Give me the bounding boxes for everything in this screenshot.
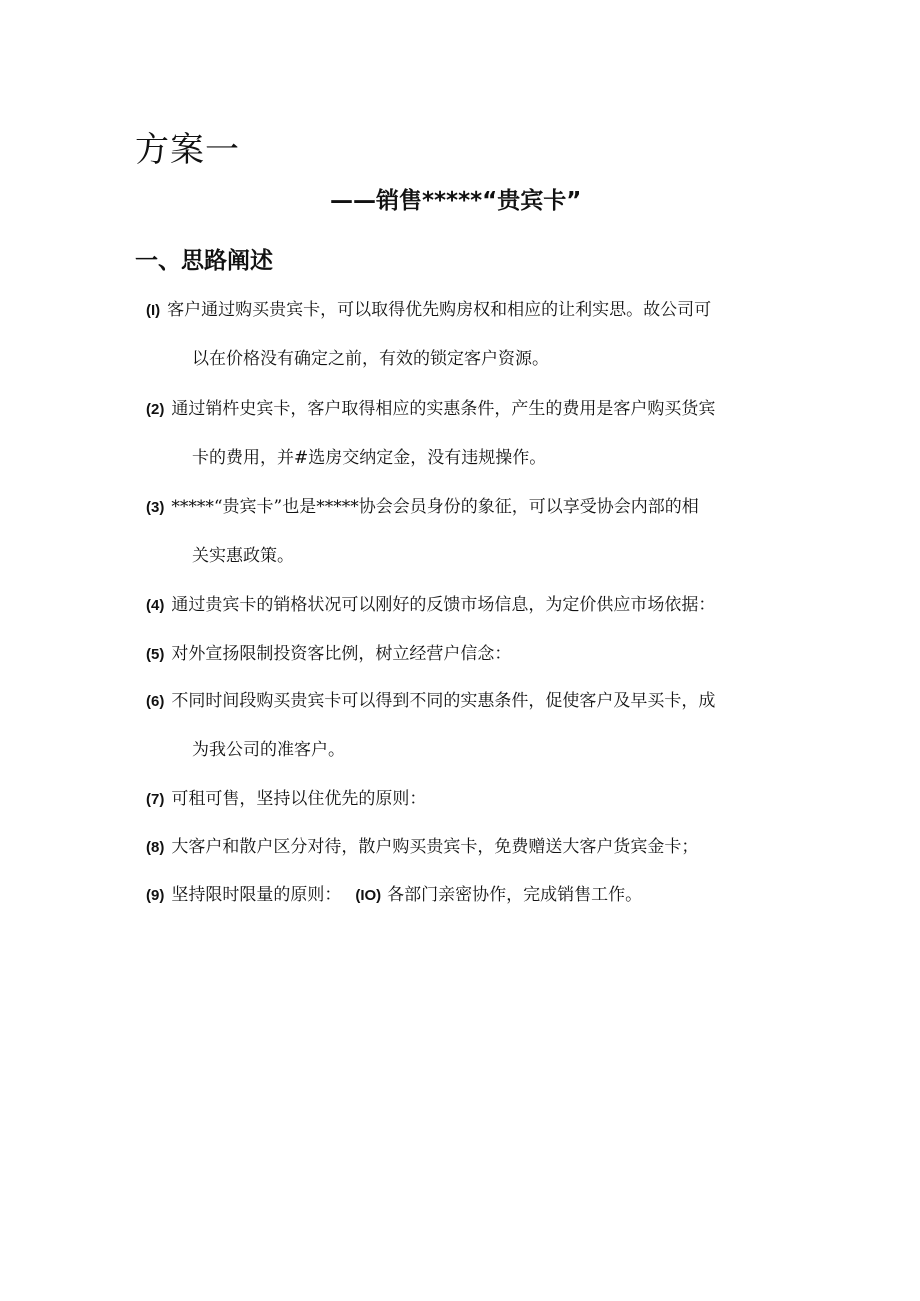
list-item bbox=[146, 286, 786, 384]
list-item bbox=[146, 775, 786, 824]
item-text: 各部门亲密协作，完成销售工作。 bbox=[387, 885, 643, 905]
list-item bbox=[146, 823, 786, 872]
item-number: (I) bbox=[146, 302, 161, 319]
list-item bbox=[146, 871, 786, 920]
item-text: 坚持限时限量的原则： bbox=[171, 885, 342, 905]
item-text: 不同时间段购买贵宾卡可以得到不同的实惠条件，促使客户及早买卡，成 bbox=[171, 691, 716, 711]
item-text-continued: 卡的费用，并#选房交纳定金，没有违规操作。 bbox=[192, 448, 547, 468]
list-item bbox=[146, 385, 786, 483]
list-item bbox=[146, 630, 786, 679]
list-item bbox=[146, 581, 786, 630]
item-number: (4) bbox=[146, 597, 165, 614]
item-text: 通过销杵史宾卡，客户取得相应的实惠条件，产生的费用是客户购买货宾 bbox=[171, 399, 716, 419]
item-number: (8) bbox=[146, 839, 165, 856]
item-text-continued: 以在价格没有确定之前，有效的锁定客户资源。 bbox=[192, 349, 549, 369]
item-number: (IO) bbox=[355, 887, 382, 904]
page-subtitle: ——销售*****“贵宾卡” bbox=[330, 188, 582, 214]
item-text: 可租可售，坚持以住优先的原则： bbox=[171, 789, 427, 809]
item-text: 对外宣扬限制投资客比例，树立经营户信念： bbox=[171, 644, 512, 664]
item-text: *****“贵宾卡”也是*****协会会员身份的象征，可以享受协会内部的相 bbox=[171, 497, 699, 517]
page-title: 方案一 bbox=[135, 130, 240, 170]
list-item bbox=[146, 677, 786, 775]
item-number: (9) bbox=[146, 887, 165, 904]
item-number: (7) bbox=[146, 791, 165, 808]
item-text: 通过贵宾卡的销格状况可以刚好的反馈市场信息，为定价供应市场依据： bbox=[171, 595, 716, 615]
item-text-continued: 关实惠政策。 bbox=[192, 546, 294, 566]
item-number: (6) bbox=[146, 693, 165, 710]
list-item bbox=[146, 483, 786, 581]
item-number: (3) bbox=[146, 499, 165, 516]
item-number: (2) bbox=[146, 401, 165, 418]
item-text: 客户通过购买贵宾卡，可以取得优先购房权和相应的让利实思。故公司可 bbox=[167, 300, 712, 320]
item-number: (5) bbox=[146, 646, 165, 663]
item-text-continued: 为我公司的准客户。 bbox=[192, 740, 345, 760]
section-heading: 一、思路阐述 bbox=[135, 248, 273, 274]
item-text: 大客户和散户区分对待，散户购买贵宾卡，免费赠送大客户货宾金卡； bbox=[171, 837, 699, 857]
